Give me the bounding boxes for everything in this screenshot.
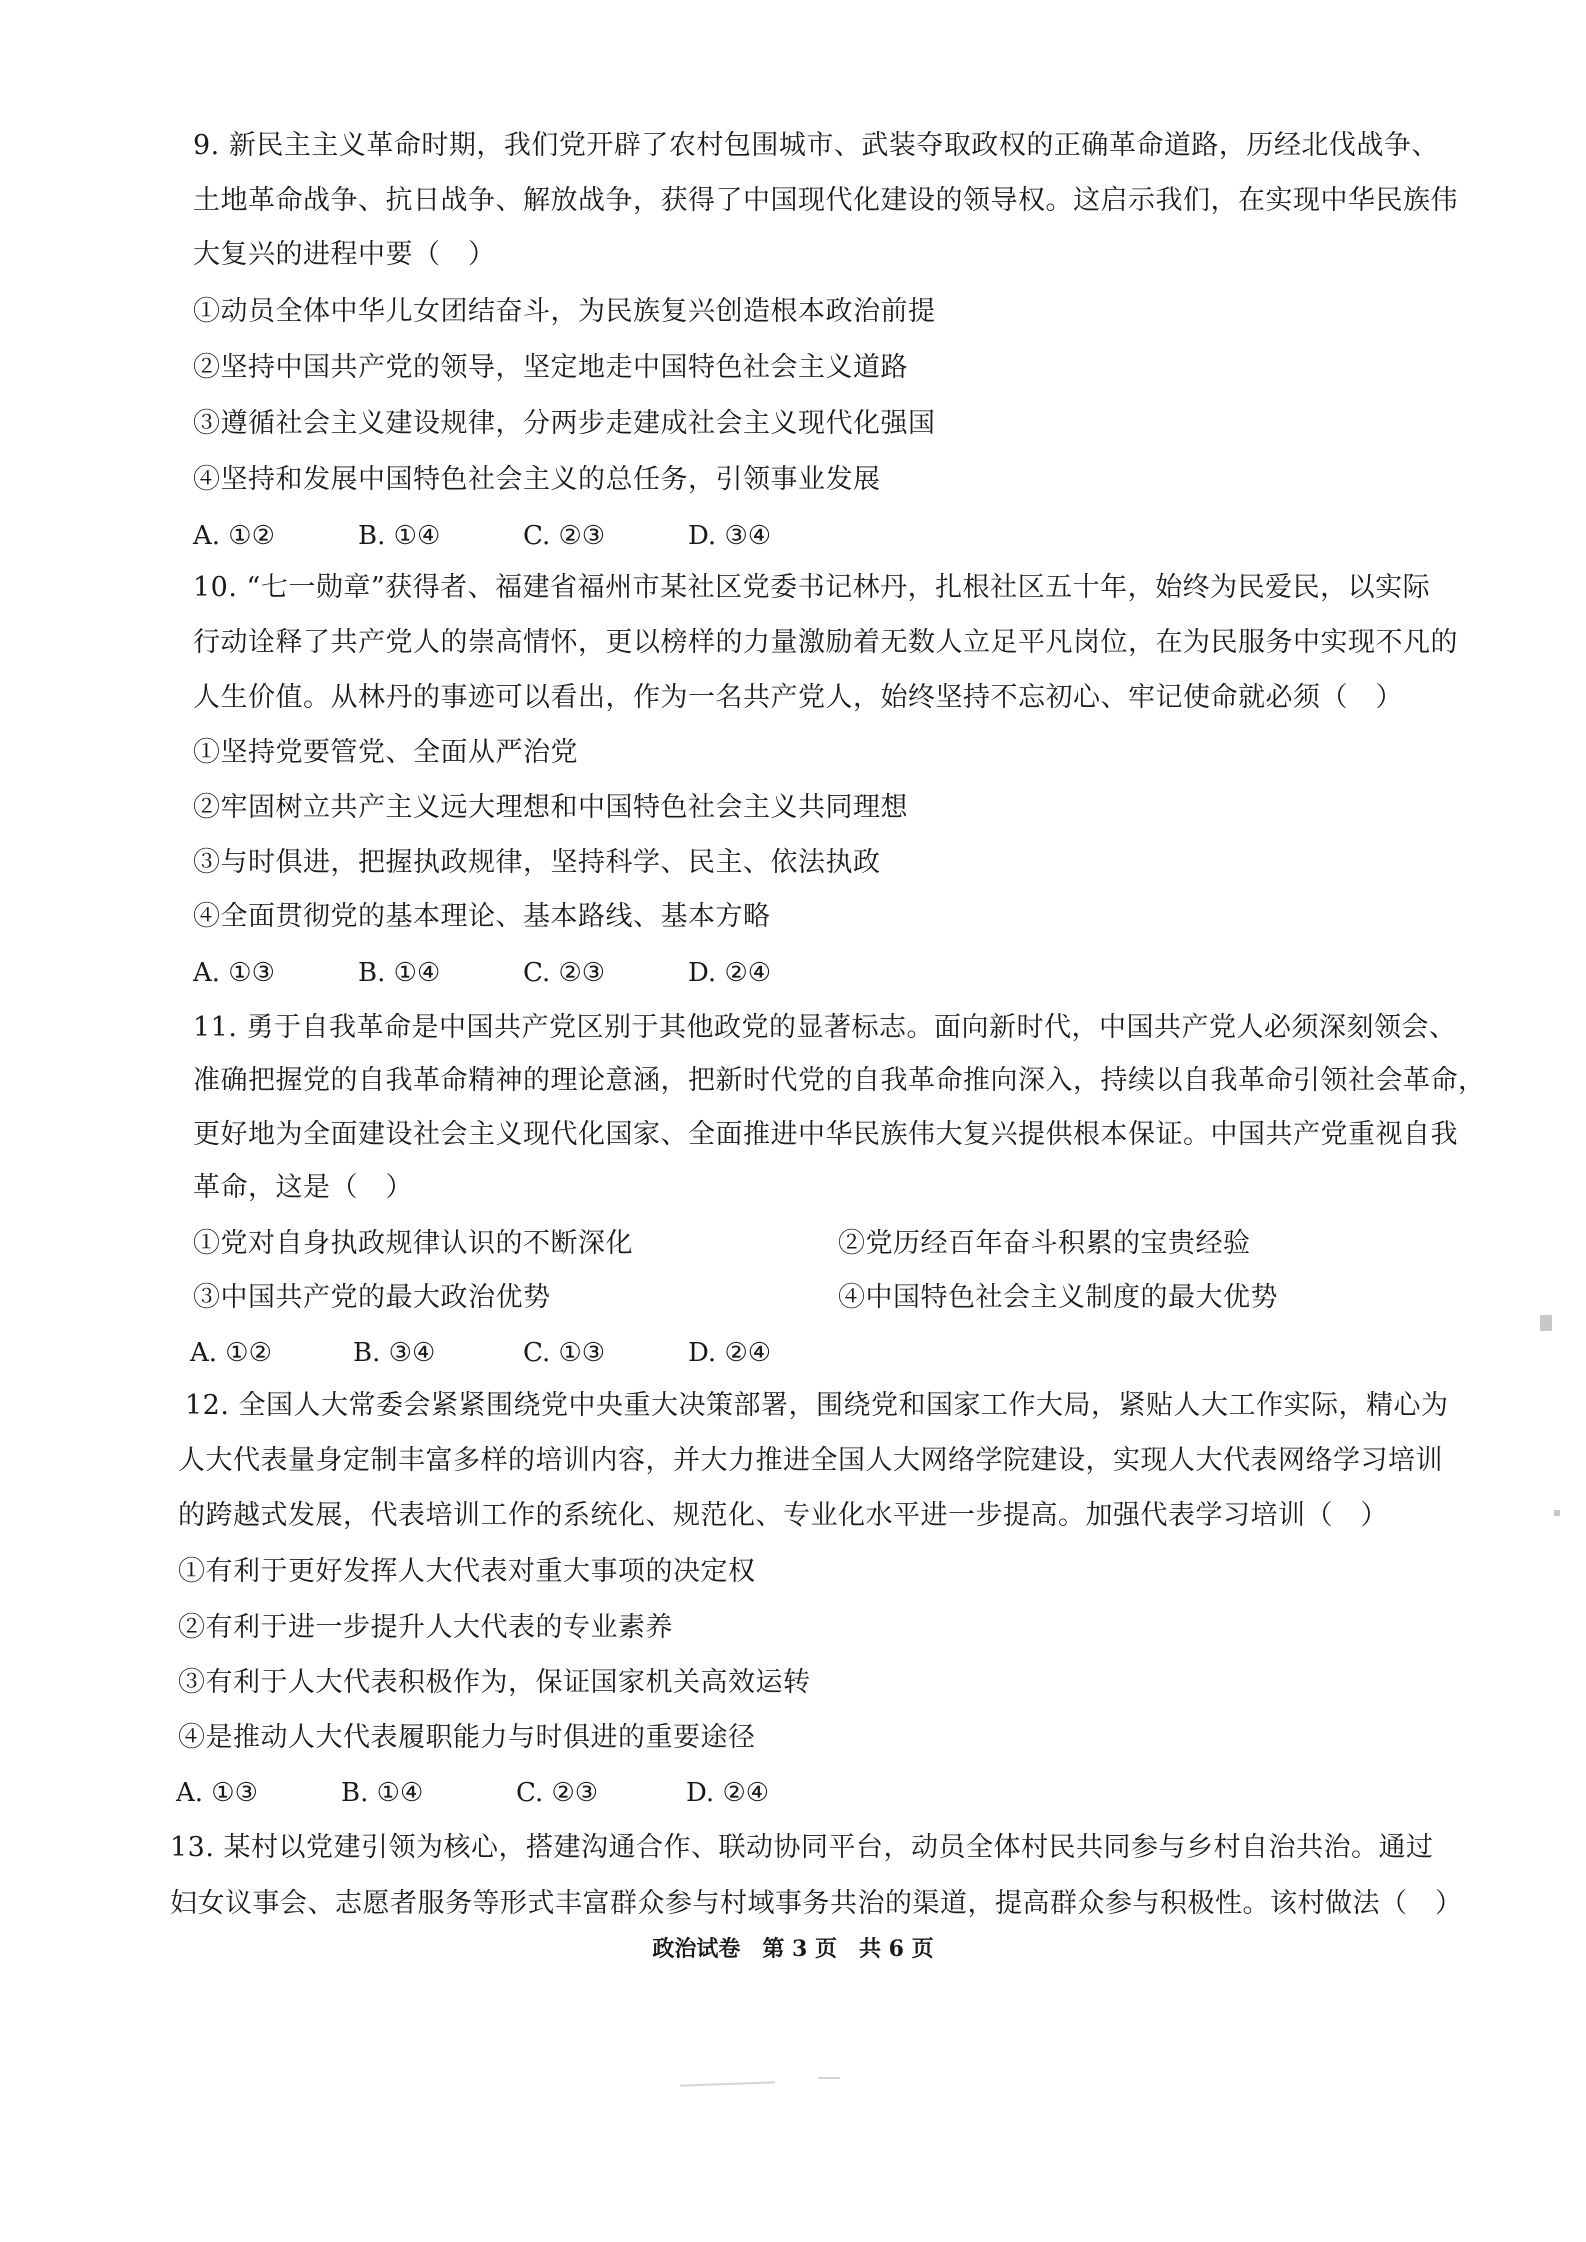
question-stem-line: 10. “七一勋章”获得者、福建省福州市某社区党委书记林丹，扎根社区五十年，始终为民爱民，以实际 [193, 572, 1431, 603]
question-stem-line: 革命，这是（ ） [193, 1172, 413, 1203]
question-stem-line: 9. 新民主主义革命时期，我们党开辟了农村包围城市、武装夺取政权的正确革命道路，历经北伐战争、 [193, 130, 1439, 161]
statement-4: ④坚持和发展中国特色社会主义的总任务，引领事业发展 [193, 464, 881, 495]
statement-1: ①党对自身执政规律认识的不断深化 [193, 1228, 633, 1259]
statement-2: ②坚持中国共产党的领导，坚定地走中国特色社会主义道路 [193, 352, 908, 383]
statement-1: ①动员全体中华儿女团结奋斗，为民族复兴创造根本政治前提 [193, 296, 936, 327]
option-b: B. ①④ [358, 958, 441, 988]
question-stem-line: 行动诠释了共产党人的崇高情怀，更以榜样的力量激励着无数人立足平凡岗位，在为民服务中实现不凡的 [193, 627, 1458, 658]
option-d: D. ③④ [688, 521, 772, 551]
statement-3: ③遵循社会主义建设规律，分两步走建成社会主义现代化强国 [193, 408, 936, 439]
scan-artifact [1554, 1510, 1560, 1516]
statement-2: ②牢固树立共产主义远大理想和中国特色社会主义共同理想 [193, 792, 908, 823]
question-stem-line: 土地革命战争、抗日战争、解放战争，获得了中国现代化建设的领导权。这启示我们，在实现中华民族伟 [193, 185, 1458, 216]
question-stem-line: 13. 某村以党建引领为核心，搭建沟通合作、联动协同平台，动员全体村民共同参与乡村自治共治。通过 [170, 1832, 1434, 1863]
option-d: D. ②④ [688, 1338, 772, 1368]
scan-artifact [1540, 1315, 1552, 1331]
option-a: A. ①② [190, 1338, 272, 1368]
statement-3: ③中国共产党的最大政治优势 [193, 1282, 551, 1313]
option-a: A. ①③ [176, 1778, 258, 1808]
statement-2: ②有利于进一步提升人大代表的专业素养 [178, 1612, 673, 1643]
scan-artifact [818, 2077, 840, 2079]
option-a: A. ①③ [193, 958, 275, 988]
statement-3: ③与时俱进，把握执政规律，坚持科学、民主、依法执政 [193, 847, 881, 878]
question-stem-line: 11. 勇于自我革命是中国共产党区别于其他政党的显著标志。面向新时代，中国共产党人必须深刻领会、 [193, 1012, 1457, 1043]
question-stem-line: 的跨越式发展，代表培训工作的系统化、规范化、专业化水平进一步提高。加强代表学习培训（ ） [178, 1500, 1388, 1531]
option-d: D. ②④ [688, 958, 772, 988]
statement-3: ③有利于人大代表积极作为，保证国家机关高效运转 [178, 1667, 811, 1698]
option-c: C. ②③ [523, 521, 606, 551]
question-stem-line: 准确把握党的自我革命精神的理论意涵，把新时代党的自我革命推向深入，持续以自我革命引领社会革命， [193, 1065, 1486, 1096]
option-c: C. ②③ [516, 1778, 599, 1808]
question-stem-line: 更好地为全面建设社会主义现代化国家、全面推进中华民族伟大复兴提供根本保证。中国共产党重视自我 [193, 1119, 1458, 1150]
statement-4: ④是推动人大代表履职能力与时俱进的重要途径 [178, 1722, 756, 1753]
question-stem-line: 妇女议事会、志愿者服务等形式丰富群众参与村域事务共治的渠道，提高群众参与积极性。该村做法（ ） [170, 1888, 1463, 1919]
statement-4: ④全面贯彻党的基本理论、基本路线、基本方略 [193, 901, 771, 932]
question-stem-line: 人生价值。从林丹的事迹可以看出，作为一名共产党人，始终坚持不忘初心、牢记使命就必须（ ） [193, 682, 1403, 713]
option-a: A. ①② [193, 521, 275, 551]
statement-1: ①坚持党要管党、全面从严治党 [193, 737, 578, 768]
option-c: C. ②③ [523, 958, 606, 988]
question-stem-line: 人大代表量身定制丰富多样的培训内容，并大力推进全国人大网络学院建设，实现人大代表网络学习培训 [178, 1445, 1443, 1476]
question-stem-line: 大复兴的进程中要（ ） [193, 239, 496, 270]
statement-4: ④中国特色社会主义制度的最大优势 [838, 1282, 1278, 1313]
option-b: B. ③④ [353, 1338, 436, 1368]
question-stem-line: 12. 全国人大常委会紧紧围绕党中央重大决策部署，围绕党和国家工作大局，紧贴人大工作实际，精心为 [185, 1390, 1449, 1421]
statement-1: ①有利于更好发挥人大代表对重大事项的决定权 [178, 1556, 756, 1587]
statement-2: ②党历经百年奋斗积累的宝贵经验 [838, 1228, 1251, 1259]
option-b: B. ①④ [358, 521, 441, 551]
option-b: B. ①④ [341, 1778, 424, 1808]
page-footer: 政治试卷 第 3 页 共 6 页 [652, 1936, 934, 1962]
option-d: D. ②④ [686, 1778, 770, 1808]
option-c: C. ①③ [523, 1338, 606, 1368]
scan-artifact [680, 2081, 775, 2086]
